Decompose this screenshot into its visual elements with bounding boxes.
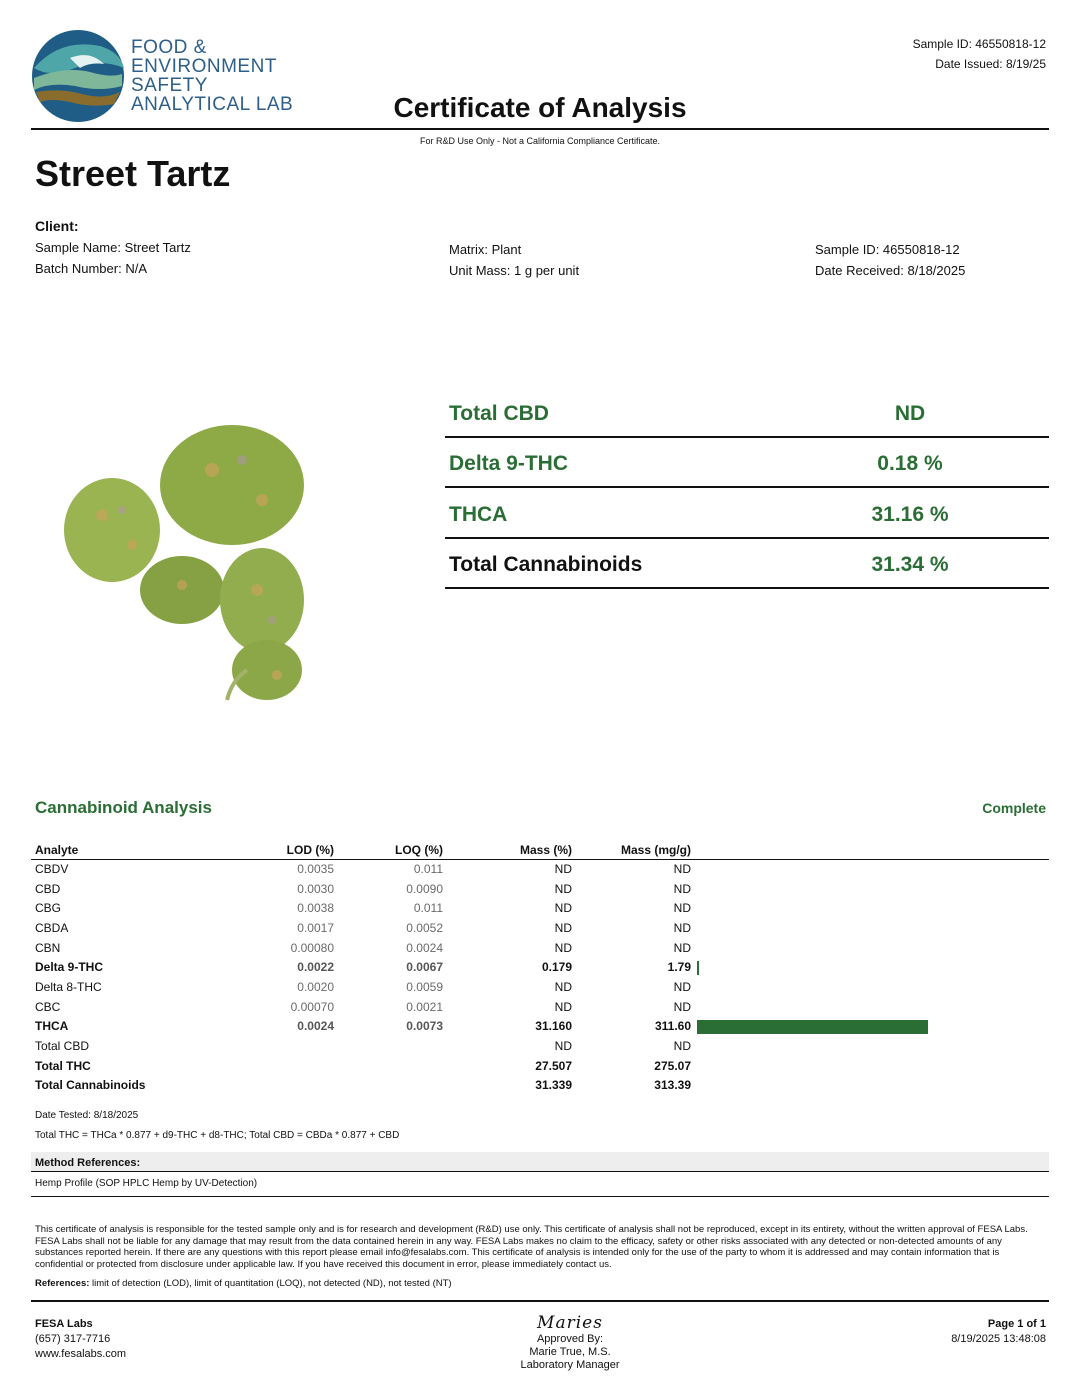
lod-cell: 0.0035 bbox=[297, 862, 334, 877]
table-row bbox=[31, 977, 1049, 997]
analyte-cell: Total CBD bbox=[35, 1039, 90, 1054]
summary-row bbox=[445, 388, 1049, 438]
footer-page bbox=[951, 1317, 1046, 1347]
lod-cell bbox=[231, 1036, 334, 1056]
mass-percent-cell: ND bbox=[554, 1039, 572, 1054]
analyte-cell: Total Cannabinoids bbox=[35, 1078, 146, 1093]
summary-value: 31.34 % bbox=[871, 553, 949, 576]
mass-mg-cell: 311.60 bbox=[654, 1019, 691, 1034]
mass-percent-cell: ND bbox=[554, 862, 572, 877]
loq-cell: 0.0090 bbox=[406, 881, 443, 896]
batch-number: Batch Number: N/A bbox=[35, 261, 147, 276]
loq-cell bbox=[334, 1076, 443, 1096]
footer-approval bbox=[440, 1313, 700, 1372]
loq-cell: 0.0059 bbox=[406, 979, 443, 994]
unit-mass: Unit Mass: 1 g per unit bbox=[449, 263, 580, 278]
divider bbox=[31, 1196, 1049, 1197]
references-label: References: bbox=[35, 1278, 90, 1289]
analyte-cell: CBN bbox=[35, 940, 61, 955]
bar-cell bbox=[691, 879, 1049, 899]
page-number: Page 1 of 1 bbox=[987, 1318, 1046, 1330]
analyte-cell: Total THC bbox=[35, 1058, 91, 1073]
column-header: Analyte bbox=[31, 841, 231, 859]
loq-cell: 0.0073 bbox=[406, 1019, 443, 1034]
table-row bbox=[31, 1036, 1049, 1056]
mass-percent-cell: ND bbox=[554, 999, 572, 1014]
table-row bbox=[31, 918, 1049, 938]
analyte-cell: CBDA bbox=[35, 920, 69, 935]
table-row bbox=[31, 938, 1049, 958]
mass-percent-cell: ND bbox=[554, 901, 572, 916]
mass-mg-cell: ND bbox=[673, 999, 691, 1014]
matrix: Matrix: Plant bbox=[449, 242, 522, 257]
table-row bbox=[31, 1017, 1049, 1037]
references-text: limit of detection (LOD), limit of quantitation (LOQ), not detected (ND), not tested (NT) bbox=[89, 1278, 452, 1289]
summary-label: THCA bbox=[449, 503, 508, 526]
bar-cell bbox=[691, 1036, 1049, 1056]
bar-cell bbox=[691, 918, 1049, 938]
bar-cell bbox=[691, 938, 1049, 958]
bar-cell bbox=[691, 957, 1049, 977]
bar-cell bbox=[691, 997, 1049, 1017]
footer-company: FESA Labs bbox=[35, 1318, 93, 1330]
lod-cell: 0.00080 bbox=[290, 940, 334, 955]
page-subtitle: For R&D Use Only - Not a California Compliance Certificate. bbox=[419, 136, 661, 146]
loq-cell: 0.0052 bbox=[406, 920, 443, 935]
mass-mg-cell: ND bbox=[673, 979, 691, 994]
mass-percent-cell: 31.339 bbox=[535, 1078, 572, 1093]
mass-mg-cell: ND bbox=[673, 920, 691, 935]
bar-cell bbox=[691, 1056, 1049, 1076]
bar-cell bbox=[691, 1076, 1049, 1096]
bar-cell bbox=[691, 859, 1049, 879]
summary-value: 31.16 % bbox=[871, 503, 949, 526]
analysis-table bbox=[31, 841, 1049, 1095]
summary-label: Total CBD bbox=[449, 402, 549, 425]
table-row bbox=[31, 859, 1049, 879]
lod-cell: 0.00070 bbox=[290, 999, 334, 1014]
mass-percent-cell: ND bbox=[554, 979, 572, 994]
table-header bbox=[31, 841, 1049, 859]
footer-contact bbox=[35, 1317, 126, 1362]
product-photo bbox=[32, 300, 372, 740]
loq-cell bbox=[334, 1056, 443, 1076]
product-name: Street Tartz bbox=[35, 153, 231, 194]
footer-timestamp: 8/19/2025 13:48:08 bbox=[951, 1333, 1046, 1345]
formula-note: Total THC = THCa * 0.877 + d9-THC + d8-THC; Total CBD = CBDa * 0.877 + CBD bbox=[35, 1130, 400, 1141]
lod-cell: 0.0020 bbox=[297, 979, 334, 994]
analyte-cell: THCA bbox=[35, 1019, 69, 1034]
loq-cell: 0.0067 bbox=[406, 960, 443, 975]
client-block bbox=[35, 216, 191, 279]
status-label: Complete bbox=[982, 800, 1046, 816]
loq-cell: 0.0024 bbox=[406, 940, 443, 955]
lod-cell: 0.0022 bbox=[297, 960, 334, 975]
sample-name: Sample Name: Street Tartz bbox=[35, 240, 191, 255]
column-header: LOQ (%) bbox=[334, 841, 443, 859]
analyte-cell: Delta 8-THC bbox=[35, 979, 102, 994]
logo-line: ANALYTICAL LAB bbox=[131, 94, 294, 115]
mass-mg-cell: ND bbox=[673, 901, 691, 916]
table-row bbox=[31, 1076, 1049, 1096]
lod-cell bbox=[231, 1056, 334, 1076]
approver-title: Laboratory Manager bbox=[520, 1359, 620, 1371]
column-header: Mass (%) bbox=[443, 841, 572, 859]
header-date-issued: Date Issued: 8/19/25 bbox=[935, 57, 1046, 71]
date-tested: Date Tested: 8/18/2025 bbox=[35, 1110, 139, 1121]
logo-line: SAFETY bbox=[131, 75, 208, 96]
approver-name: Marie True, M.S. bbox=[529, 1346, 611, 1358]
mass-mg-cell: ND bbox=[673, 1039, 691, 1054]
header-sample-id: Sample ID: 46550818-12 bbox=[912, 37, 1046, 51]
page-title: Certificate of Analysis bbox=[393, 92, 687, 123]
lod-cell: 0.0024 bbox=[297, 1019, 334, 1034]
lod-cell: 0.0038 bbox=[297, 901, 334, 916]
summary-row bbox=[445, 438, 1049, 488]
sample-block bbox=[815, 239, 965, 281]
summary-value: 0.18 % bbox=[877, 452, 943, 475]
matrix-block bbox=[449, 239, 579, 281]
divider bbox=[31, 128, 1049, 130]
mass-percent-cell: 27.507 bbox=[535, 1058, 572, 1073]
mass-mg-cell: 275.07 bbox=[654, 1058, 691, 1073]
table-row bbox=[31, 1056, 1049, 1076]
table-row bbox=[31, 879, 1049, 899]
analyte-cell: CBD bbox=[35, 881, 61, 896]
lod-cell: 0.0017 bbox=[297, 920, 334, 935]
summary-label: Delta 9-THC bbox=[449, 452, 569, 475]
mass-percent-cell: 31.160 bbox=[535, 1019, 572, 1034]
mass-bar bbox=[697, 1020, 928, 1034]
method-heading: Method References: bbox=[31, 1152, 1049, 1172]
loq-cell: 0.011 bbox=[413, 862, 443, 877]
bar-cell bbox=[691, 977, 1049, 997]
section-title: Cannabinoid Analysis bbox=[35, 798, 212, 817]
summary-row bbox=[445, 539, 1049, 589]
summary-label: Total Cannabinoids bbox=[449, 553, 643, 576]
bar-cell bbox=[691, 1017, 1049, 1037]
loq-cell: 0.0021 bbox=[406, 999, 443, 1014]
divider bbox=[31, 1300, 1049, 1302]
table-row bbox=[31, 898, 1049, 918]
mass-mg-cell: ND bbox=[673, 881, 691, 896]
references bbox=[35, 1278, 452, 1289]
mass-mg-cell: 1.79 bbox=[667, 960, 691, 975]
signature: Maries bbox=[537, 1313, 603, 1333]
mass-mg-cell: 313.39 bbox=[654, 1078, 691, 1093]
lod-cell bbox=[231, 1076, 334, 1096]
bar-cell bbox=[691, 898, 1049, 918]
loq-cell: 0.011 bbox=[413, 901, 443, 916]
sample-id: Sample ID: 46550818-12 bbox=[815, 242, 960, 257]
table-row bbox=[31, 997, 1049, 1017]
client-label: Client: bbox=[35, 218, 79, 234]
column-header-chart bbox=[691, 841, 1049, 859]
footer-phone: (657) 317-7716 bbox=[35, 1333, 111, 1345]
lod-cell: 0.0030 bbox=[297, 881, 334, 896]
analyte-cell: CBG bbox=[35, 901, 62, 916]
footer-website: www.fesalabs.com bbox=[35, 1348, 127, 1360]
mass-bar bbox=[697, 961, 699, 975]
header-meta bbox=[913, 34, 1046, 74]
column-header: Mass (mg/g) bbox=[572, 841, 691, 859]
analyte-cell: Delta 9-THC bbox=[35, 960, 104, 975]
mass-percent-cell: ND bbox=[554, 940, 572, 955]
loq-cell bbox=[334, 1036, 443, 1056]
mass-mg-cell: ND bbox=[673, 940, 691, 955]
disclaimer: This certificate of analysis is responsible for the tested sample only and is for research and development (R&D) use only. This certificate of analysis shall not be reproduced, except in its entirety, without the written approval of FESA Labs. FESA Labs shall not be liable for any damage that may result from the data contained herein in any way. FESA Labs makes no claim to the efficacy, safety or other risks associated with any detected or non-detected amounts of any substances reported herein. If there are any questions with this report please email info@fesalabs.com. This certificate of analysis is intended only for the use of the party to whom it is addressed and may contain information that is confidential or protected from disclosure under applicable law. If you have received this document in error, please immediately contact us. bbox=[35, 1224, 1028, 1270]
column-header: LOD (%) bbox=[231, 841, 334, 859]
method-value: Hemp Profile (SOP HPLC Hemp by UV-Detection) bbox=[35, 1178, 258, 1189]
date-received: Date Received: 8/18/2025 bbox=[815, 263, 966, 278]
mass-mg-cell: ND bbox=[673, 862, 691, 877]
mass-percent-cell: ND bbox=[554, 881, 572, 896]
summary-row bbox=[445, 489, 1049, 539]
analyte-cell: CBC bbox=[35, 999, 61, 1014]
summary-value: ND bbox=[894, 402, 926, 425]
analyte-cell: CBDV bbox=[35, 862, 69, 877]
logo-line: ENVIRONMENT bbox=[131, 56, 277, 77]
approved-by: Approved By: bbox=[536, 1333, 604, 1345]
mass-percent-cell: 0.179 bbox=[541, 960, 572, 975]
mass-percent-cell: ND bbox=[554, 920, 572, 935]
logo-line: FOOD & bbox=[131, 37, 207, 58]
table-row bbox=[31, 957, 1049, 977]
